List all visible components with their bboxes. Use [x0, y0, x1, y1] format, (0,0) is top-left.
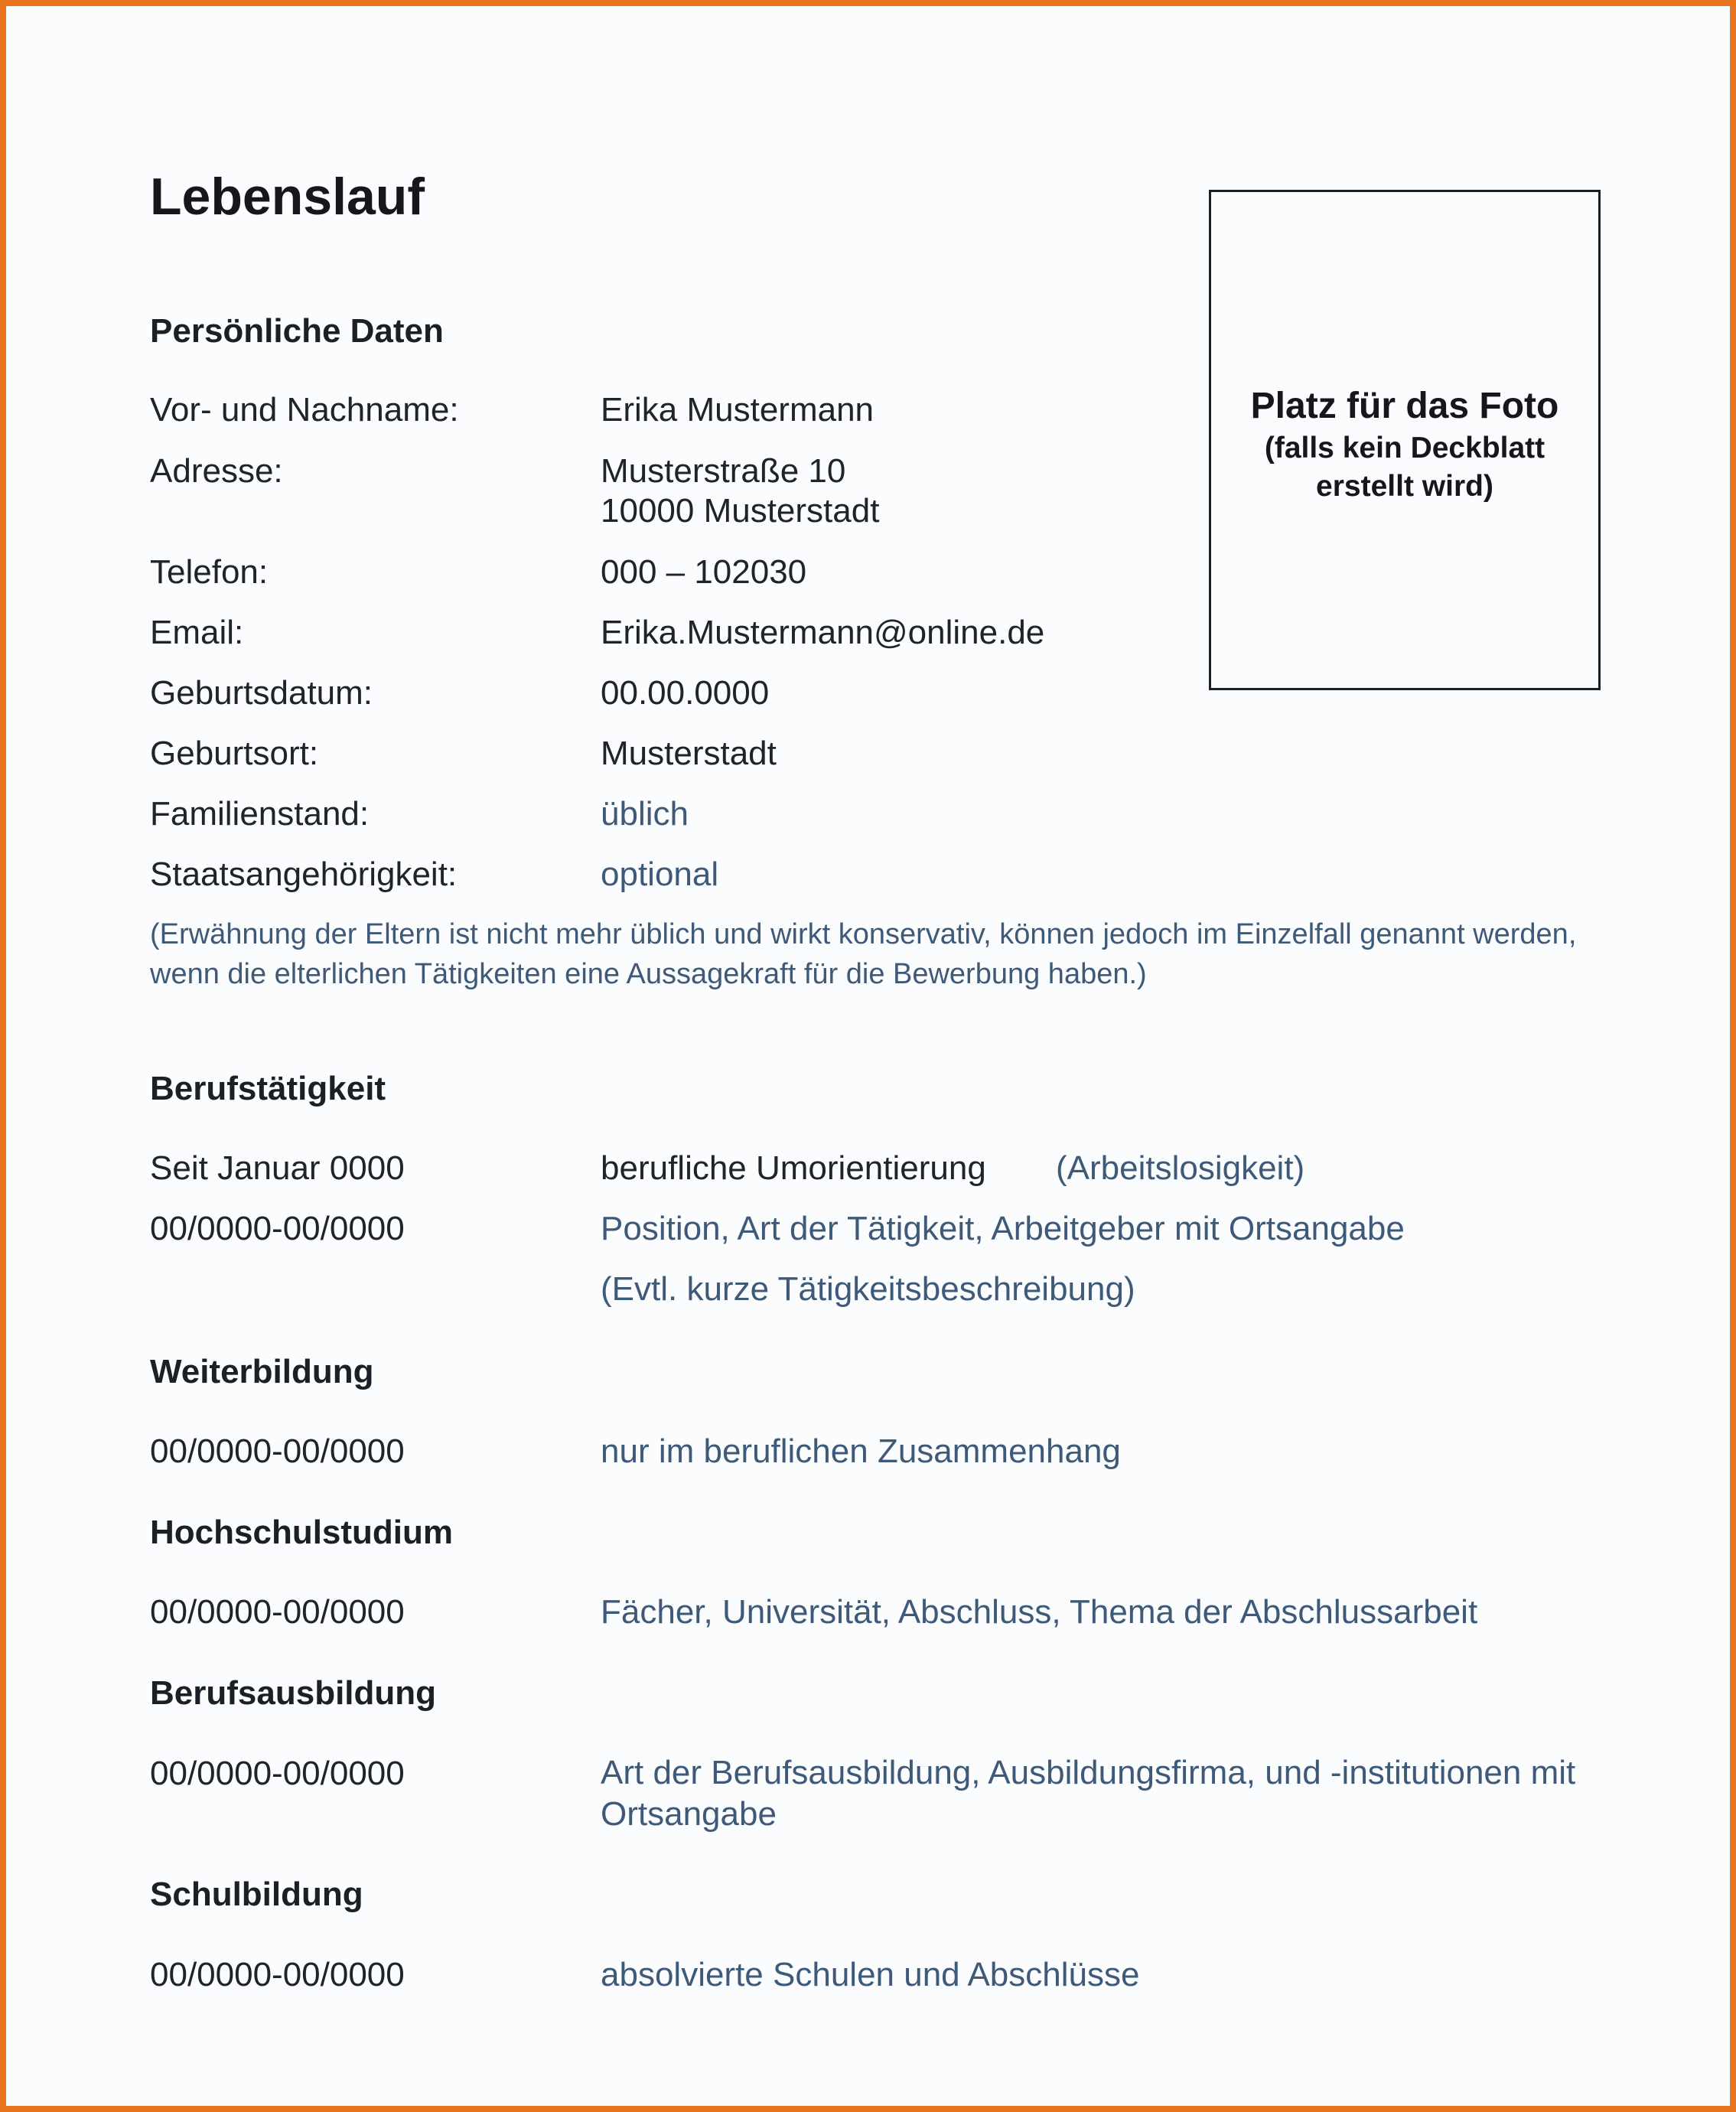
vocational-date: 00/0000-00/0000: [150, 1755, 405, 1792]
email-label: Email:: [150, 614, 244, 651]
vocational-text: Art der Berufsausbildung, Ausbildungsfirma, und -institutionen mit Ortsangabe: [601, 1754, 1576, 1833]
parents-note: (Erwähnung der Eltern ist nicht mehr üblich und wirkt konservativ, können jedoch im Einzelfall genannt werden, wenn die elterlichen Tätigkeiten eine Aussagekraft für die Bewerbung haben.): [150, 918, 1577, 990]
address-line2: 10000 Musterstadt: [601, 492, 880, 530]
work-row2-text: Position, Art der Tätigkeit, Arbeitgeber mit Ortsangabe: [601, 1210, 1405, 1247]
section-heading-work: Berufstätigkeit: [150, 1070, 386, 1107]
university-date: 00/0000-00/0000: [150, 1593, 405, 1631]
birthdate-value: 00.00.0000: [601, 674, 770, 712]
marital-status-value: üblich: [601, 795, 689, 833]
photo-placeholder-subtitle: (falls kein Deckblatt erstellt wird): [1264, 432, 1545, 503]
document-title: Lebenslauf: [150, 168, 425, 226]
work-row1-text: berufliche Umorientierung: [601, 1149, 986, 1187]
university-text: Fächer, Universität, Abschluss, Thema der Abschlussarbeit: [601, 1593, 1478, 1631]
training-text: nur im beruflichen Zusammenhang: [601, 1432, 1121, 1470]
section-heading-school: Schulbildung: [150, 1876, 363, 1913]
email-value: Erika.Mustermann@online.de: [601, 614, 1045, 651]
section-heading-vocational: Berufsausbildung: [150, 1674, 437, 1712]
marital-status-label: Familienstand:: [150, 795, 370, 833]
address-label: Adresse:: [150, 452, 283, 490]
work-row1-date: Seit Januar 0000: [150, 1149, 405, 1187]
name-value: Erika Mustermann: [601, 391, 875, 429]
birthplace-value: Musterstadt: [601, 735, 777, 772]
nationality-label: Staatsangehörigkeit:: [150, 856, 458, 893]
phone-label: Telefon:: [150, 553, 269, 591]
work-row2-hint: (Evtl. kurze Tätigkeitsbeschreibung): [601, 1270, 1135, 1308]
name-label: Vor- und Nachname:: [150, 391, 459, 429]
work-row1-hint: (Arbeitslosigkeit): [1056, 1149, 1305, 1187]
phone-value: 000 – 102030: [601, 553, 807, 591]
section-heading-personal: Persönliche Daten: [150, 312, 444, 350]
address-line1: Musterstraße 10: [601, 452, 846, 490]
photo-placeholder-title: Platz für das Foto: [1250, 386, 1559, 426]
school-text: absolvierte Schulen und Abschlüsse: [601, 1956, 1140, 1993]
cv-page: [6, 6, 1730, 2106]
work-row2-date: 00/0000-00/0000: [150, 1210, 405, 1247]
photo-placeholder: [1209, 190, 1601, 690]
training-date: 00/0000-00/0000: [150, 1432, 405, 1470]
birthplace-label: Geburtsort:: [150, 735, 319, 772]
nationality-value: optional: [601, 856, 719, 893]
section-heading-training: Weiterbildung: [150, 1353, 374, 1390]
section-heading-university: Hochschulstudium: [150, 1514, 454, 1551]
birthdate-label: Geburtsdatum:: [150, 674, 373, 712]
school-date: 00/0000-00/0000: [150, 1956, 405, 1993]
